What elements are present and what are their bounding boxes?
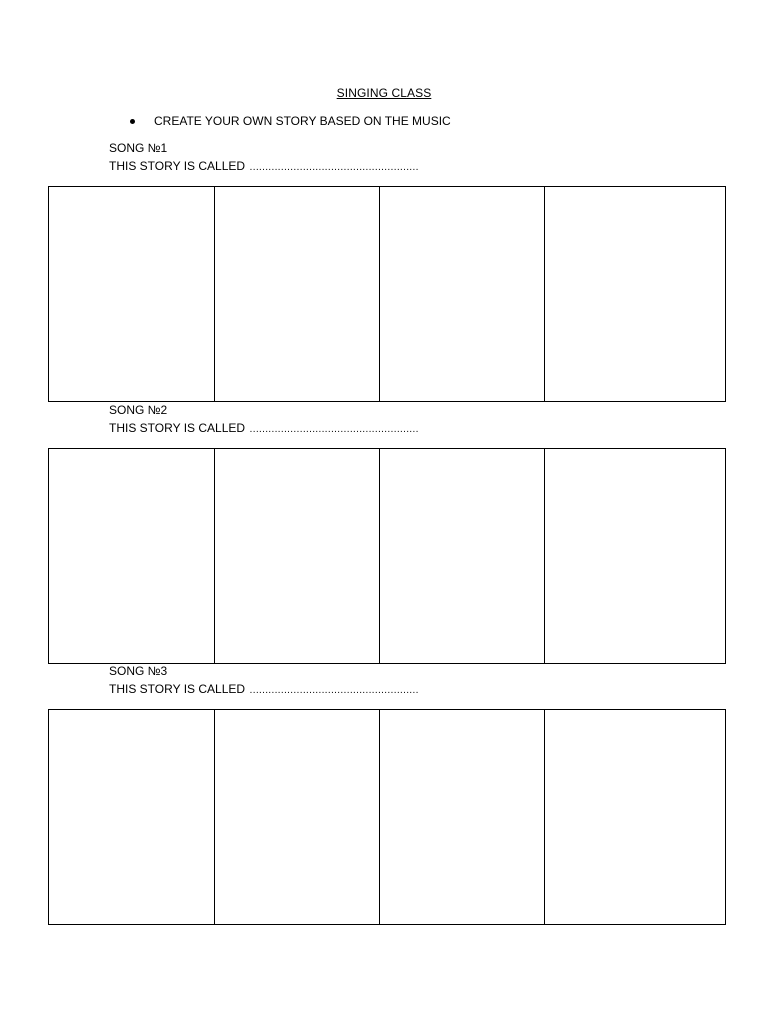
story-panel-1-2[interactable] — [215, 187, 380, 401]
song-label-2: SONG №2 — [109, 403, 168, 417]
story-panel-3-1[interactable] — [49, 710, 215, 924]
song-label-3: SONG №3 — [109, 664, 168, 678]
story-panel-2-3[interactable] — [380, 449, 545, 663]
story-title-blank-3[interactable]: ……………………………………………… — [249, 685, 419, 696]
story-panel-3-4[interactable] — [545, 710, 725, 924]
story-title-line-1 — [109, 159, 418, 173]
story-panel-3-3[interactable] — [380, 710, 545, 924]
instruction-text: CREATE YOUR OWN STORY BASED ON THE MUSIC — [154, 114, 451, 128]
story-title-blank-2[interactable]: ……………………………………………… — [249, 424, 419, 435]
story-panel-2-4[interactable] — [545, 449, 725, 663]
bullet-icon — [130, 119, 135, 124]
story-label-2: THIS STORY IS CALLED — [109, 421, 246, 435]
story-label-1: THIS STORY IS CALLED — [109, 159, 246, 173]
story-grid-3 — [48, 709, 726, 925]
story-panel-3-2[interactable] — [215, 710, 380, 924]
song-label-1: SONG №1 — [109, 141, 168, 155]
page-title: SINGING CLASS — [336, 86, 432, 100]
instruction-line — [130, 114, 451, 128]
story-panel-1-3[interactable] — [380, 187, 545, 401]
story-panel-1-1[interactable] — [49, 187, 215, 401]
story-label-3: THIS STORY IS CALLED — [109, 682, 246, 696]
story-grid-1 — [48, 186, 726, 402]
story-title-line-2 — [109, 421, 418, 435]
story-panel-2-1[interactable] — [49, 449, 215, 663]
story-title-blank-1[interactable]: ……………………………………………… — [249, 162, 419, 173]
story-title-line-3 — [109, 682, 418, 696]
story-panel-1-4[interactable] — [545, 187, 725, 401]
story-grid-2 — [48, 448, 726, 664]
story-panel-2-2[interactable] — [215, 449, 380, 663]
